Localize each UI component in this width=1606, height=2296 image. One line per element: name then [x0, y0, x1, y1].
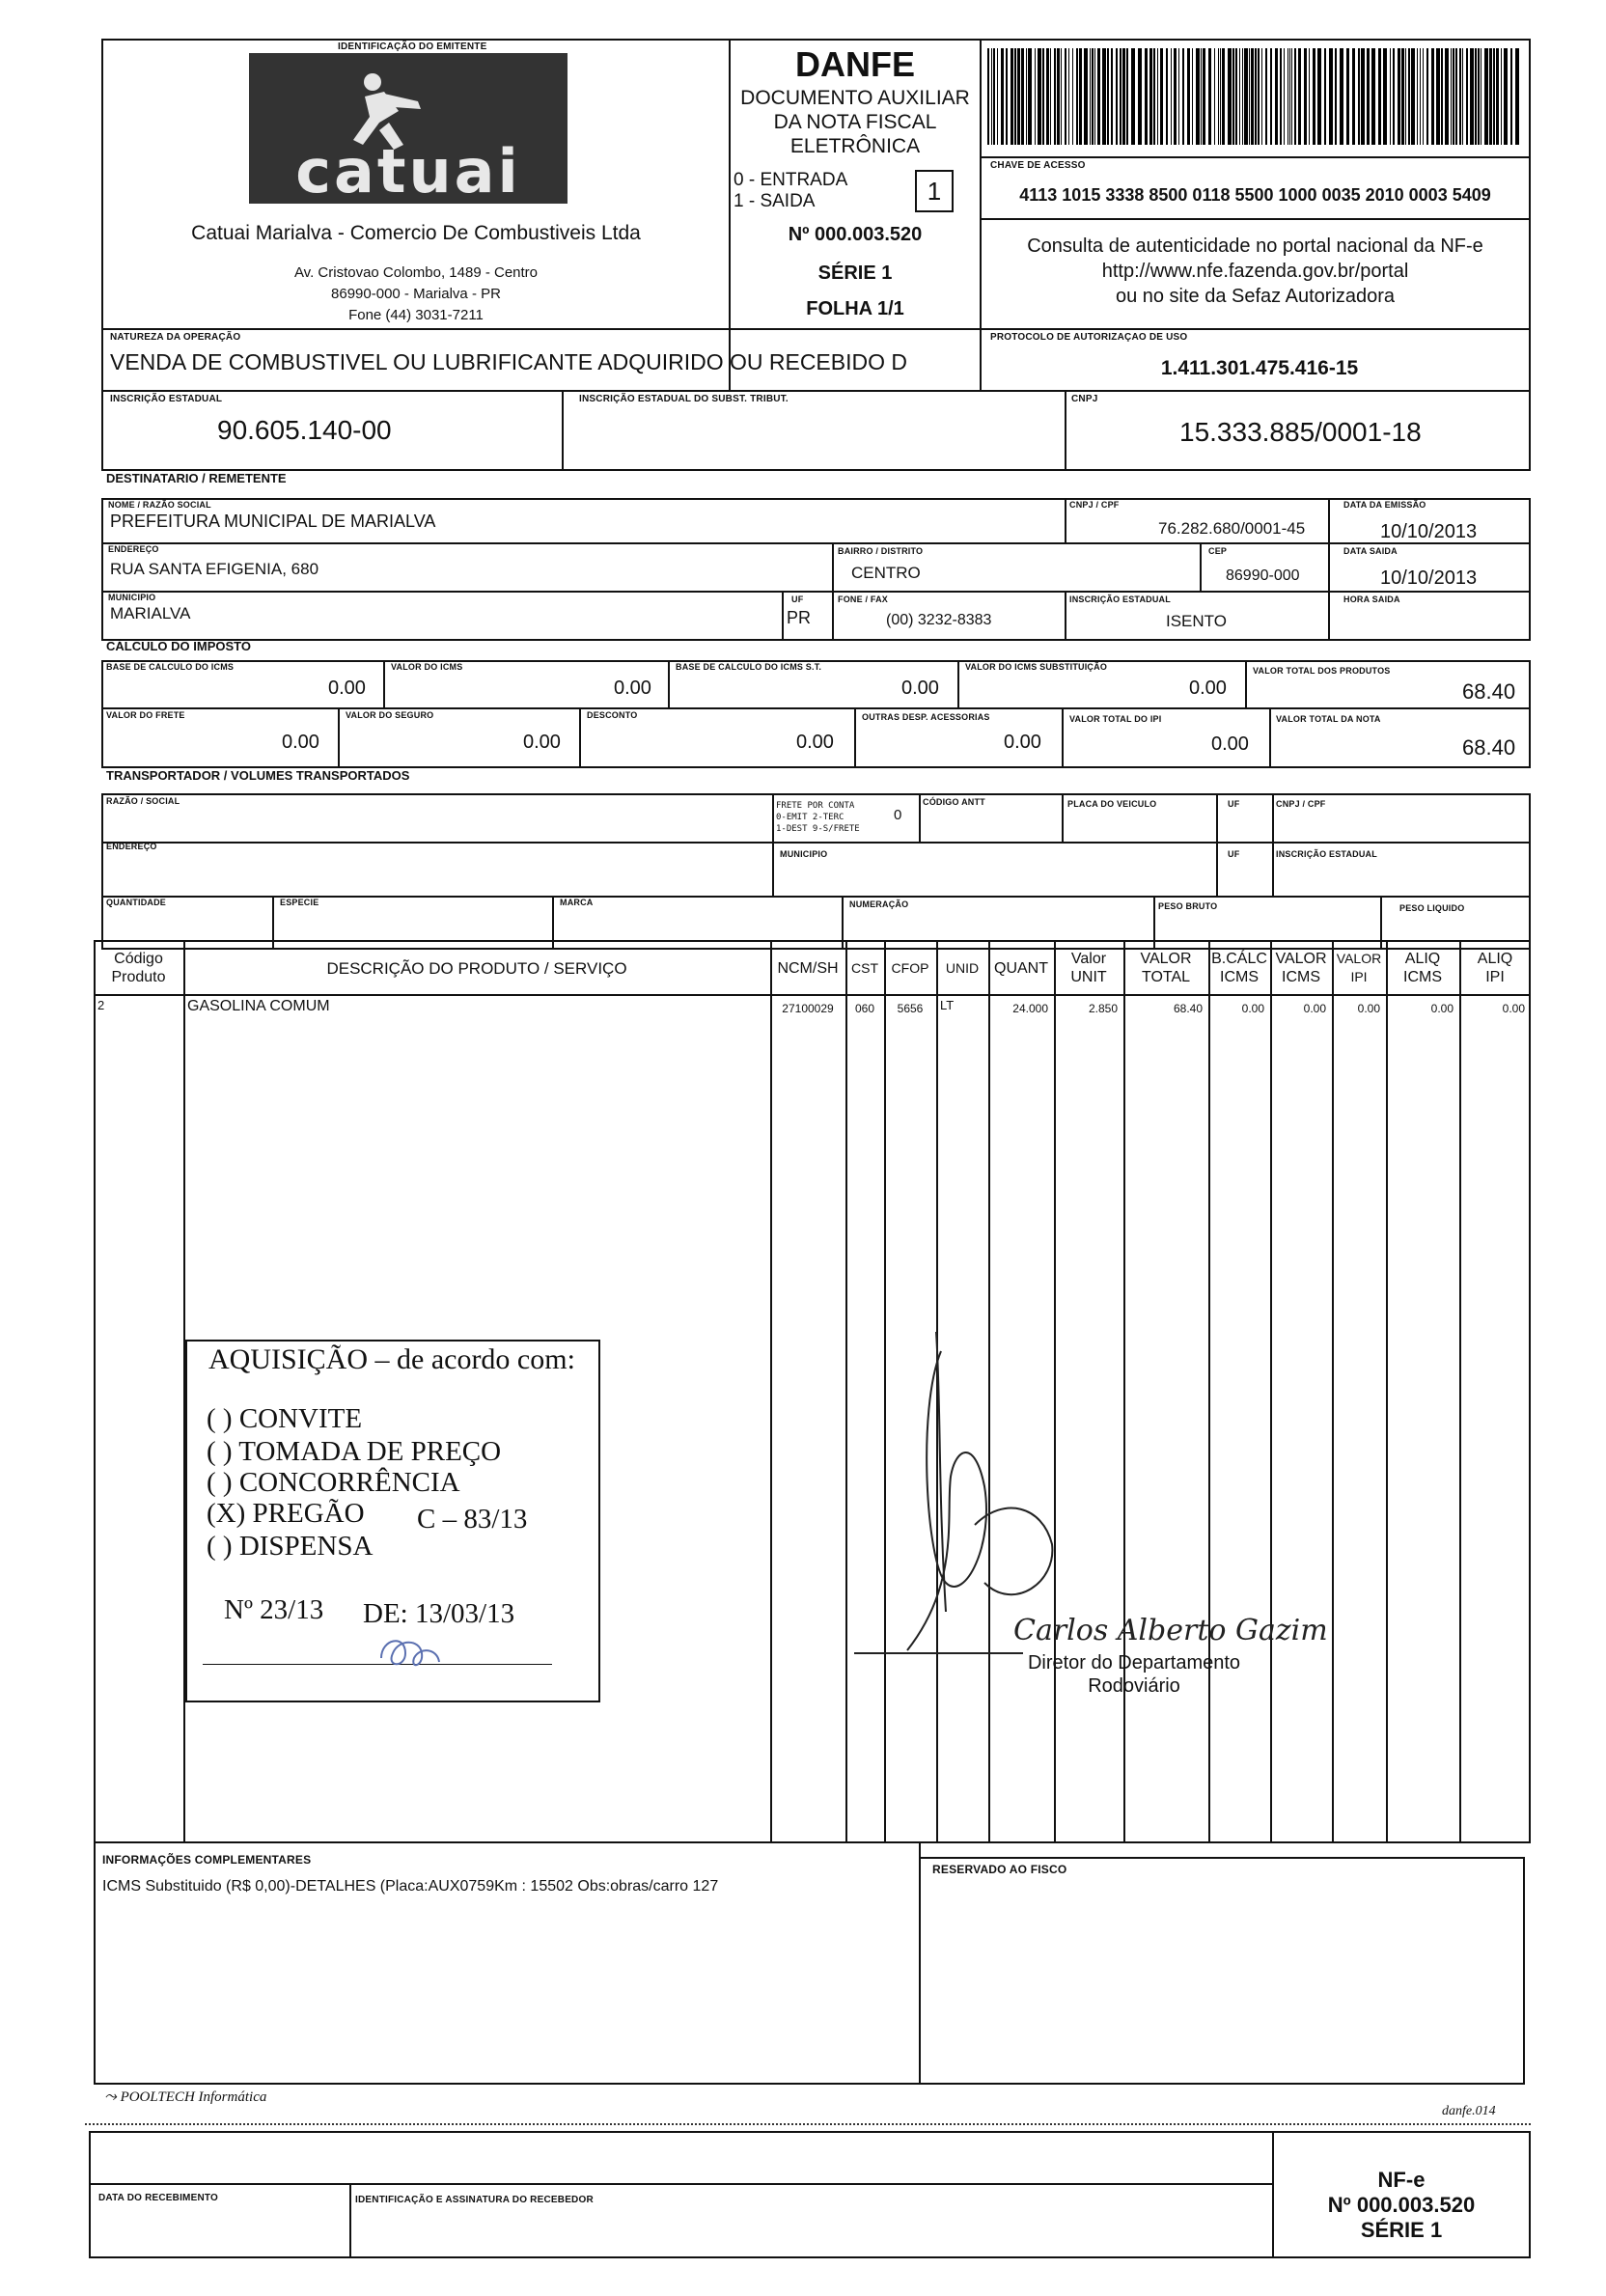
- transp-cnpj-label: CNPJ / CPF: [1276, 799, 1326, 809]
- seguro-label: VALOR DO SEGURO: [346, 710, 434, 720]
- barcode-bar: [1361, 48, 1365, 145]
- natureza-value: VENDA DE COMBUSTIVEL OU LUBRIFICANTE ADQUIRIDO OU RECEBIDO D: [110, 349, 908, 374]
- transp-placa-label: PLACA DO VEICULO: [1067, 799, 1157, 809]
- stamp-title: AQUISIÇÃO – de acordo com:: [208, 1343, 575, 1375]
- barcode-bar: [1411, 48, 1415, 145]
- barcode-bar: [1111, 48, 1113, 145]
- barcode-bar: [1466, 48, 1468, 145]
- barcode-bar: [1006, 48, 1008, 145]
- danfe-subtitle-3: ELETRÔNICA: [789, 135, 921, 157]
- barcode-bar: [1131, 48, 1135, 145]
- barcode: [987, 48, 1523, 145]
- barcode-bar: [1309, 48, 1310, 145]
- produto-cell: 0.00: [1357, 1002, 1380, 1015]
- barcode-bar: [1501, 48, 1502, 145]
- emitente-name: Catuai Marialva - Comercio De Combustiveis Ltda: [191, 222, 641, 244]
- transp-frete-1: FRETE POR CONTA: [776, 801, 855, 811]
- outras-label: OUTRAS DESP. ACESSORIAS: [862, 712, 990, 722]
- signer-role-2: Rodoviário: [1088, 1675, 1180, 1697]
- cnpj-value: 15.333.885/0001-18: [1179, 417, 1422, 447]
- produtos-header-cell: UNID: [945, 960, 980, 976]
- stamp-data: DE: 13/03/13: [363, 1598, 515, 1629]
- dest-endereco: RUA SANTA EFIGENIA, 680: [110, 560, 319, 578]
- danfe-serie: SÉRIE 1: [817, 263, 893, 284]
- barcode-bar: [1270, 48, 1272, 145]
- destinatario-section: DESTINATARIO / REMETENTE: [106, 471, 287, 485]
- bc-st-label: BASE DE CALCULO DO ICMS S.T.: [676, 662, 822, 672]
- barcode-bar: [1050, 48, 1051, 145]
- info-text: ICMS Substituido (R$ 0,00)-DETALHES (Placa:AUX0759Km : 15502 Obs:obras/carro 127: [102, 1878, 719, 1895]
- barcode-bar: [987, 48, 989, 145]
- stamp-dispensa: ( ) DISPENSA: [207, 1531, 374, 1562]
- barcode-bar: [1038, 48, 1041, 145]
- barcode-bar: [1122, 48, 1125, 145]
- barcode-bar: [1011, 48, 1013, 145]
- protocolo-label: PROTOCOLO DE AUTORIZAÇAO DE USO: [990, 332, 1188, 343]
- barcode-bar: [1065, 48, 1066, 145]
- produtos-header-cell: Valor UNIT: [1070, 951, 1107, 985]
- barcode-bar: [1239, 48, 1240, 145]
- dest-endereco-label: ENDEREÇO: [108, 544, 159, 554]
- barcode-bar: [1178, 48, 1179, 145]
- barcode-bar: [991, 48, 992, 145]
- barcode-bar: [1203, 48, 1205, 145]
- stamp-convite: ( ) CONVITE: [207, 1403, 363, 1434]
- barcode-bar: [1291, 48, 1292, 145]
- barcode-bar: [1451, 48, 1452, 145]
- transp-uf-label: UF: [1228, 799, 1240, 809]
- barcode-bar: [1097, 48, 1100, 145]
- dest-emissao-label: DATA DA EMISSÃO: [1343, 500, 1426, 510]
- barcode-bar: [1232, 48, 1234, 145]
- produtos-header-cell: CST: [851, 960, 878, 976]
- barcode-bar: [1218, 48, 1219, 145]
- barcode-bar: [1090, 48, 1091, 145]
- danfe-entrada: 0 - ENTRADA: [734, 170, 848, 190]
- barcode-bar: [1102, 48, 1106, 145]
- dest-uf-label: UF: [791, 595, 804, 604]
- barcode-bar: [1182, 48, 1184, 145]
- barcode-bar: [1408, 48, 1410, 145]
- bc-st: 0.00: [901, 678, 939, 699]
- desconto: 0.00: [796, 732, 834, 753]
- logo-text: catuai: [295, 136, 521, 207]
- barcode-bar: [1367, 48, 1370, 145]
- barcode-bar: [1352, 48, 1355, 145]
- barcode-bar: [1171, 48, 1172, 145]
- barcode-bar: [1149, 48, 1152, 145]
- barcode-bar: [1313, 48, 1315, 145]
- barcode-bar: [1390, 48, 1391, 145]
- dest-municipio: MARIALVA: [110, 604, 191, 622]
- transp-uf2-label: UF: [1228, 849, 1240, 859]
- footer-numero: Nº 000.003.520: [1327, 2193, 1476, 2217]
- produtos-header-cell: VALOR TOTAL: [1140, 951, 1192, 985]
- chave-consulta-3: ou no site da Sefaz Autorizadora: [1115, 286, 1396, 307]
- barcode-bar: [1417, 48, 1418, 145]
- chave-consulta-1: Consulta de autenticidade no portal nacional da NF-e: [1027, 235, 1483, 257]
- transp-municipio-label: MUNICIPIO: [780, 849, 828, 859]
- transp-peso-liquido-label: PESO LIQUIDO: [1399, 903, 1465, 913]
- barcode-bar: [1017, 48, 1020, 145]
- produtos-column-divider: [1386, 942, 1388, 1841]
- emitente-phone: Fone (44) 3031-7211: [348, 307, 484, 323]
- barcode-bar: [1420, 48, 1421, 145]
- barcode-bar: [1214, 48, 1215, 145]
- produto-cell: 24.000: [1012, 1002, 1048, 1015]
- stamp-numero: Nº 23/13: [224, 1594, 324, 1625]
- barcode-bar: [1329, 48, 1333, 145]
- barcode-bar: [1401, 48, 1404, 145]
- barcode-bar: [1441, 48, 1443, 145]
- barcode-bar: [1280, 48, 1282, 145]
- barcode-bar: [1445, 48, 1449, 145]
- barcode-bar: [1068, 48, 1069, 145]
- barcode-bar: [1208, 48, 1211, 145]
- produtos-header-cell: VALOR IPI: [1336, 951, 1382, 984]
- dest-nome-label: NOME / RAZÃO SOCIAL: [108, 500, 211, 510]
- barcode-bar: [1035, 48, 1036, 145]
- produto-cell: 2.850: [1088, 1002, 1118, 1015]
- ie-label: INSCRIÇÃO ESTADUAL: [110, 394, 223, 404]
- transp-frete-2: 0-EMIT 2-TERC: [776, 813, 845, 822]
- barcode-bar: [1201, 48, 1202, 145]
- barcode-bar: [1126, 48, 1128, 145]
- danfe-folha: FOLHA 1/1: [806, 298, 904, 319]
- iest-label: INSCRIÇÃO ESTADUAL DO SUBST. TRIBUT.: [579, 394, 789, 404]
- danfe-numero: Nº 000.003.520: [788, 224, 923, 245]
- total-prod-label: VALOR TOTAL DOS PRODUTOS: [1253, 666, 1391, 676]
- barcode-bar: [1192, 48, 1193, 145]
- danfe-title: DANFE: [795, 44, 915, 84]
- transp-endereco-label: ENDEREÇO: [106, 842, 157, 851]
- barcode-bar: [997, 48, 998, 145]
- barcode-bar: [1072, 48, 1073, 145]
- produtos-header-cell: DESCRIÇÃO DO PRODUTO / SERVIÇO: [326, 959, 627, 978]
- signer-name: Carlos Alberto Gazim: [1013, 1614, 1328, 1647]
- barcode-bar: [1453, 48, 1454, 145]
- barcode-bar: [1493, 48, 1495, 145]
- icms-st: 0.00: [1189, 678, 1227, 699]
- produto-cell: 27100029: [782, 1002, 834, 1015]
- dest-emissao: 10/10/2013: [1380, 521, 1478, 542]
- produto-cell: 0.00: [1502, 1002, 1525, 1015]
- produto-descricao: GASOLINA COMUM: [187, 998, 330, 1014]
- barcode-bar: [1431, 48, 1434, 145]
- barcode-bar: [1054, 48, 1056, 145]
- produtos-header-cell: ALIQ IPI: [1477, 951, 1513, 985]
- dest-ie: ISENTO: [1166, 612, 1227, 630]
- barcode-bar: [1515, 48, 1519, 145]
- barcode-bar: [1222, 48, 1225, 145]
- produtos-header-cell: Código Produto: [111, 951, 166, 985]
- barcode-bar: [1261, 48, 1262, 145]
- transp-quantidade-label: QUANTIDADE: [106, 898, 166, 907]
- barcode-bar: [1478, 48, 1480, 145]
- barcode-bar: [1378, 48, 1381, 145]
- produto-cell: 5656: [897, 1002, 924, 1015]
- emitente-address: Av. Cristovao Colombo, 1489 - Centro: [293, 264, 539, 281]
- dest-fone: (00) 3232-8383: [886, 612, 992, 628]
- chave-label: CHAVE DE ACESSO: [990, 160, 1086, 171]
- initials-scribble: [372, 1629, 449, 1677]
- ipi-label: VALOR TOTAL DO IPI: [1069, 714, 1162, 724]
- transp-frete-value: 0: [894, 807, 902, 823]
- barcode-bar: [1489, 48, 1492, 145]
- produto-cell: 68.40: [1173, 1002, 1203, 1015]
- barcode-bar: [1021, 48, 1024, 145]
- seguro: 0.00: [523, 732, 561, 753]
- stamp-concorrencia: ( ) CONCORRÊNCIA: [207, 1467, 460, 1498]
- stamp-pregao-numero: C – 83/13: [417, 1504, 528, 1535]
- bc-icms: 0.00: [328, 678, 366, 699]
- produto-cell: 0.00: [1430, 1002, 1454, 1015]
- barcode-bar: [1510, 48, 1512, 145]
- fisco-box: [919, 1857, 1525, 2085]
- dest-bairro: CENTRO: [851, 564, 921, 582]
- barcode-bar: [1393, 48, 1395, 145]
- dest-cep: 86990-000: [1226, 567, 1300, 584]
- stamp-tomada: ( ) TOMADA DE PREÇO: [207, 1436, 502, 1467]
- dest-cnpj: 76.282.680/0001-45: [1158, 519, 1306, 538]
- transp-especie-label: ESPECIE: [280, 898, 319, 907]
- dest-ie-label: INSCRIÇÃO ESTADUAL: [1069, 595, 1171, 604]
- produtos-header-cell: NCM/SH: [777, 960, 839, 977]
- bc-icms-label: BASE DE CALCULO DO ICMS: [106, 662, 235, 672]
- barcode-bar: [1405, 48, 1406, 145]
- icms: 0.00: [614, 678, 651, 699]
- barcode-bar: [1076, 48, 1078, 145]
- transp-antt-label: CÓDIGO ANTT: [923, 797, 985, 807]
- barcode-bar: [1014, 48, 1016, 145]
- frete-label: VALOR DO FRETE: [106, 710, 185, 720]
- fisco-label: RESERVADO AO FISCO: [932, 1863, 1067, 1876]
- form-code: danfe.014: [1442, 2104, 1496, 2118]
- barcode-bar: [1504, 48, 1508, 145]
- swoosh-icon: ⤳: [104, 2089, 117, 2105]
- emitente-label: IDENTIFICAÇÃO DO EMITENTE: [338, 41, 487, 52]
- logo: [249, 53, 568, 207]
- produto-cell: 060: [854, 1002, 875, 1015]
- outras: 0.00: [1004, 732, 1041, 753]
- cnpj-label: CNPJ: [1071, 394, 1098, 404]
- transp-frete-3: 1-DEST 9-S/FRETE: [776, 824, 860, 834]
- identificacao-label: IDENTIFICAÇÃO E ASSINATURA DO RECEBEDOR: [355, 2195, 594, 2205]
- produtos-header-cell: VALOR ICMS: [1275, 951, 1327, 985]
- barcode-bar: [1001, 48, 1004, 145]
- signer-role-1: Diretor do Departamento: [1027, 1652, 1241, 1674]
- dest-cep-label: CEP: [1208, 546, 1228, 556]
- barcode-bar: [1423, 48, 1424, 145]
- dest-saida: 10/10/2013: [1380, 567, 1478, 589]
- barcode-bar: [1304, 48, 1307, 145]
- barcode-bar: [1249, 48, 1250, 145]
- barcode-bar: [1244, 48, 1248, 145]
- barcode-bar: [1426, 48, 1428, 145]
- barcode-bar: [1220, 48, 1221, 145]
- stamp-pregao: (X) PREGÃO: [207, 1498, 365, 1529]
- barcode-bar: [1026, 48, 1027, 145]
- barcode-bar: [1335, 48, 1337, 145]
- barcode-bar: [1157, 48, 1158, 145]
- produtos-header-cell: CFOP: [891, 960, 929, 976]
- footer-nfe: NF-e: [1377, 2168, 1426, 2192]
- produtos-header-cell: ALIQ ICMS: [1403, 951, 1442, 985]
- total-nota-label: VALOR TOTAL DA NOTA: [1276, 714, 1381, 724]
- dest-uf: PR: [787, 608, 812, 627]
- barcode-bar: [1496, 48, 1499, 145]
- barcode-bar: [1092, 48, 1094, 145]
- barcode-bar: [1317, 48, 1321, 145]
- dest-cnpj-label: CNPJ / CPF: [1069, 500, 1120, 510]
- barcode-bar: [1398, 48, 1400, 145]
- produtos-header-cell: B.CÁLC ICMS: [1211, 951, 1267, 985]
- icms-st-label: VALOR DO ICMS SUBSTITUIÇÃO: [965, 662, 1108, 672]
- produtos-column-divider: [1270, 942, 1272, 1841]
- barcode-bar: [1455, 48, 1457, 145]
- barcode-bar: [1153, 48, 1155, 145]
- barcode-bar: [1228, 48, 1232, 145]
- barcode-bar: [1028, 48, 1032, 145]
- barcode-bar: [1258, 48, 1260, 145]
- total-nota: 68.40: [1462, 735, 1516, 760]
- barcode-bar: [1475, 48, 1477, 145]
- barcode-bar: [1138, 48, 1142, 145]
- dest-hora-label: HORA SAIDA: [1343, 595, 1400, 604]
- barcode-bar: [1324, 48, 1326, 145]
- transp-marca-label: MARCA: [560, 898, 594, 907]
- chave-value: 4113 1015 3338 8500 0118 5500 1000 0035 2010 0003 5409: [1019, 185, 1491, 205]
- barcode-bar: [1242, 48, 1243, 145]
- protocolo-value: 1.411.301.475.416-15: [1160, 357, 1359, 379]
- barcode-bar: [1462, 48, 1463, 145]
- barcode-bar: [1459, 48, 1461, 145]
- produtos-column-divider: [770, 942, 772, 1841]
- natureza-label: NATUREZA DA OPERAÇÃO: [110, 332, 241, 343]
- barcode-bar: [1061, 48, 1062, 145]
- transportador-section: TRANSPORTADOR / VOLUMES TRANSPORTADOS: [106, 768, 410, 783]
- barcode-bar: [993, 48, 995, 145]
- barcode-bar: [1046, 48, 1049, 145]
- recebimento-label: DATA DO RECEBIMENTO: [98, 2193, 218, 2203]
- barcode-bar: [1174, 48, 1177, 145]
- barcode-bar: [1284, 48, 1285, 145]
- info-label: INFORMAÇÕES COMPLEMENTARES: [102, 1853, 312, 1867]
- produto-cell: 2: [97, 998, 105, 1012]
- barcode-bar: [1120, 48, 1121, 145]
- icms-label: VALOR DO ICMS: [391, 662, 463, 672]
- barcode-bar: [1042, 48, 1044, 145]
- transp-razao-label: RAZÃO / SOCIAL: [106, 796, 180, 806]
- barcode-bar: [1298, 48, 1301, 145]
- produto-cell: 0.00: [1303, 1002, 1326, 1015]
- barcode-bar: [1160, 48, 1163, 145]
- total-prod: 68.40: [1462, 679, 1516, 704]
- barcode-bar: [1235, 48, 1237, 145]
- dest-saida-label: DATA SAIDA: [1343, 546, 1398, 556]
- transp-numeracao-label: NUMERAÇÃO: [849, 899, 909, 909]
- barcode-bar: [1470, 48, 1474, 145]
- produto-cell: 0.00: [1241, 1002, 1264, 1015]
- dest-municipio-label: MUNICIPIO: [108, 593, 156, 602]
- barcode-bar: [1265, 48, 1267, 145]
- barcode-bar: [1371, 48, 1375, 145]
- barcode-bar: [1107, 48, 1109, 145]
- frete: 0.00: [282, 732, 319, 753]
- pooltech-logo: [104, 2089, 266, 2106]
- produtos-column-divider: [845, 942, 847, 1841]
- danfe-subtitle-1: DOCUMENTO AUXILIAR: [740, 87, 970, 109]
- danfe-tipo: 1: [915, 170, 954, 212]
- produtos-header-cell: QUANT: [994, 960, 1048, 977]
- barcode-bar: [1358, 48, 1360, 145]
- barcode-bar: [1383, 48, 1387, 145]
- barcode-bar: [1346, 48, 1349, 145]
- produtos-column-divider: [1332, 942, 1334, 1841]
- transp-ie-label: INSCRIÇÃO ESTADUAL: [1276, 849, 1377, 859]
- produtos-column-divider: [1459, 942, 1461, 1841]
- barcode-bar: [1084, 48, 1088, 145]
- barcode-bar: [1166, 48, 1168, 145]
- barcode-bar: [1255, 48, 1257, 145]
- produtos-column-divider: [1208, 942, 1210, 1841]
- barcode-bar: [1094, 48, 1095, 145]
- dest-bairro-label: BAIRRO / DISTRITO: [838, 546, 924, 556]
- barcode-bar: [1116, 48, 1118, 145]
- barcode-bar: [1275, 48, 1278, 145]
- barcode-bar: [1436, 48, 1440, 145]
- software-name: POOLTECH Informática: [120, 2089, 267, 2105]
- dest-nome: PREFEITURA MUNICIPAL DE MARIALVA: [110, 512, 436, 531]
- barcode-bar: [1294, 48, 1296, 145]
- barcode-bar: [1340, 48, 1343, 145]
- barcode-bar: [1057, 48, 1060, 145]
- desconto-label: DESCONTO: [587, 710, 638, 720]
- dest-fone-label: FONE / FAX: [838, 595, 889, 604]
- barcode-bar: [1484, 48, 1488, 145]
- barcode-bar: [1187, 48, 1190, 145]
- danfe-subtitle-2: DA NOTA FISCAL: [773, 111, 937, 133]
- ie-value: 90.605.140-00: [217, 415, 392, 445]
- barcode-bar: [1079, 48, 1082, 145]
- barcode-bar: [1196, 48, 1200, 145]
- emitente-city: 86990-000 - Marialva - PR: [331, 286, 501, 302]
- danfe-saida: 1 - SAIDA: [734, 191, 816, 211]
- transp-peso-bruto-label: PESO BRUTO: [1158, 901, 1218, 911]
- produto-cell: LT: [940, 998, 955, 1012]
- imposto-section: CÁLCULO DO IMPOSTO: [106, 639, 251, 653]
- ipi: 0.00: [1211, 733, 1249, 755]
- barcode-bar: [1251, 48, 1254, 145]
- signature-scribble: [849, 1293, 1139, 1660]
- chave-consulta-2[interactable]: http://www.nfe.fazenda.gov.br/portal: [1101, 261, 1409, 282]
- barcode-bar: [1145, 48, 1148, 145]
- barcode-bar: [1289, 48, 1290, 145]
- footer-serie: SÉRIE 1: [1360, 2218, 1443, 2242]
